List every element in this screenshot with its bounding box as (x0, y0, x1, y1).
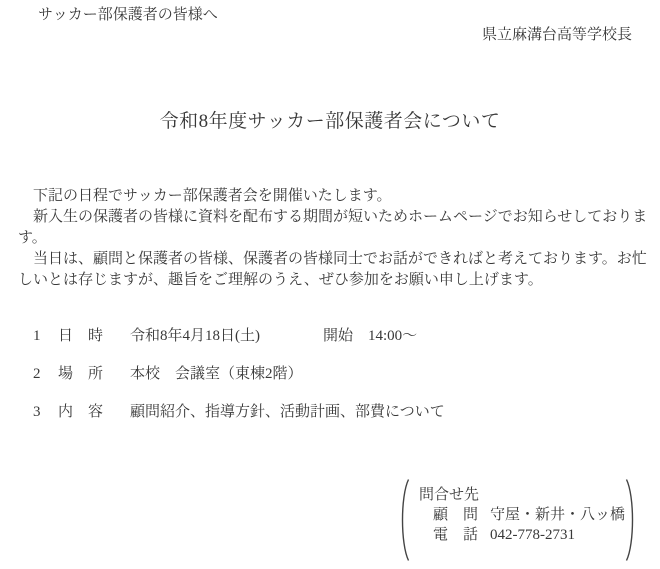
item-value: 本校 会議室（東棟2階） (130, 366, 303, 382)
paragraph-line: 下記の日程でサッカー部保護者会を開催いたします。 (33, 188, 392, 204)
right-parenthesis-icon (624, 478, 638, 562)
agenda-item-place (33, 364, 445, 385)
paragraph-line: す。 (18, 230, 47, 246)
item-number: 1 (33, 328, 41, 344)
item-value: 令和8年4月18日(土) (130, 328, 260, 344)
contact-value: 042-778-2731 (490, 527, 575, 543)
contact-label: 顧 問 (433, 507, 479, 523)
contact-row-phone (419, 525, 624, 545)
body-paragraphs (18, 186, 652, 291)
paragraph-line: しいとは存じますが、趣旨をご理解のうえ、ぜひ参加をお願い申し上げます。 (18, 272, 543, 288)
agenda-list (33, 326, 445, 440)
contact-label: 電 話 (433, 527, 479, 543)
contact-heading: 問合せ先 (419, 487, 480, 503)
contact-value: 守屋・新井・八ッ橋 (490, 507, 626, 523)
left-parenthesis-icon (397, 478, 411, 562)
contact-box (397, 478, 638, 562)
addressee-line: サッカー部保護者の皆様へ (38, 7, 218, 23)
agenda-item-datetime (33, 326, 445, 347)
document-title: 令和8年度サッカー部保護者会について (159, 111, 501, 132)
sender-line: 県立麻溝台高等学校長 (481, 27, 632, 43)
paragraph-line: 当日は、顧問と保護者の皆様、保護者の皆様同士でお話ができればと考えております。お忙 (33, 251, 647, 267)
item-number: 2 (33, 366, 41, 382)
contact-content (411, 478, 624, 562)
item-label: 場 所 (58, 366, 104, 382)
item-start-time: 開始 14:00～ (323, 328, 418, 344)
item-label: 内 容 (58, 404, 104, 420)
item-value: 顧問紹介、指導方針、活動計画、部費について (130, 404, 445, 420)
paragraph-line: 新入生の保護者の皆様に資料を配布する期間が短いためホームページでお知らせしておりま (33, 209, 648, 225)
contact-row-advisor (419, 505, 624, 525)
item-label: 日 時 (58, 328, 104, 344)
item-number: 3 (33, 404, 41, 420)
agenda-item-content (33, 402, 445, 423)
